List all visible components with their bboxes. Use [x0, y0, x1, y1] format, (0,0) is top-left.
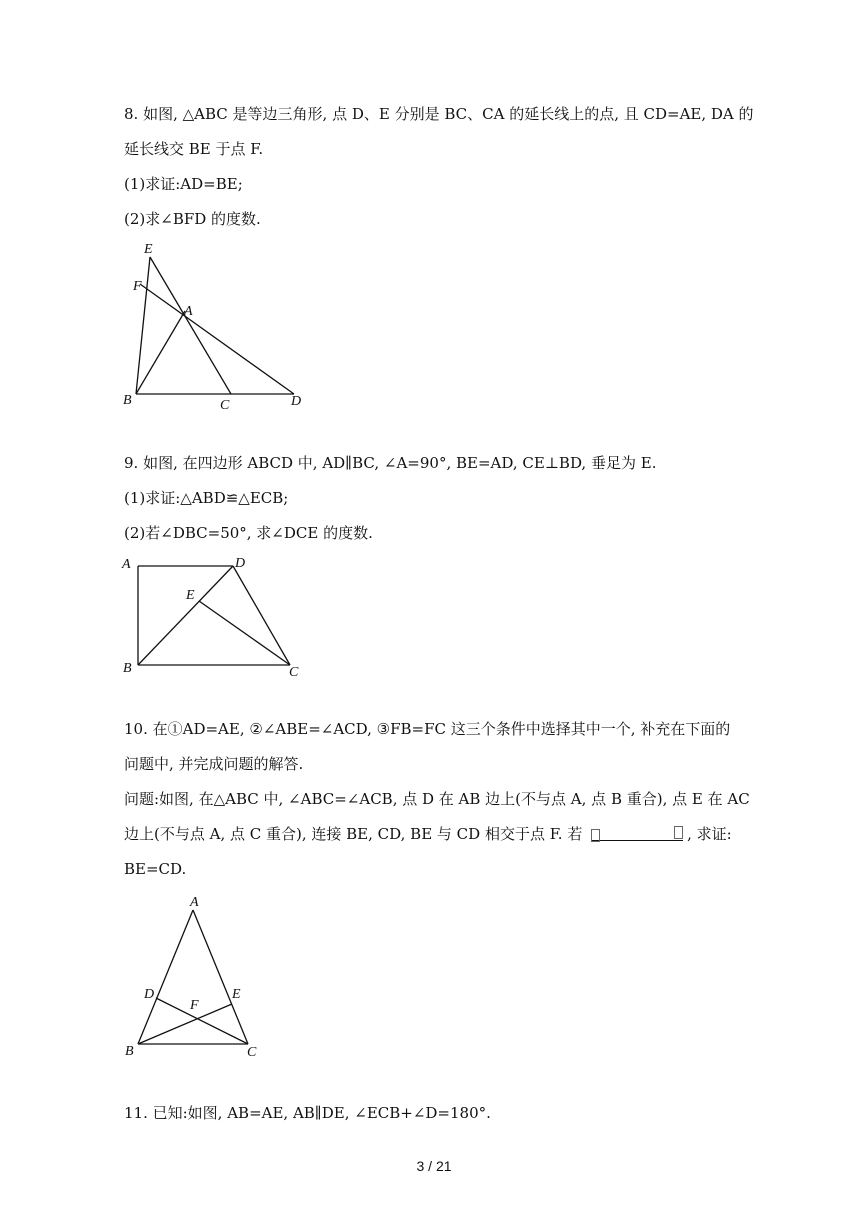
q9-label-E: E [186, 588, 195, 603]
q8-part2: (2)求∠BFD 的度数. [124, 210, 261, 228]
q10-label-F: F [190, 998, 199, 1013]
q10-label-E: E [232, 987, 241, 1002]
q9-stem: 9. 如图, 在四边形 ABCD 中, AD∥BC, ∠A=90°, BE=AD, CE⊥BD, 垂足为 E. [124, 454, 657, 472]
q8-segment-FD [140, 284, 294, 394]
q10-problem-line2-text: 边上(不与点 A, 点 C 重合), 连接 BE, CD, BE 与 CD 相交于点 F. 若 [124, 825, 583, 843]
q9-segment-EC [199, 601, 290, 665]
q9-label-B: B [123, 661, 132, 676]
q8-segment-EC [150, 257, 231, 394]
q8-label-B: B [123, 393, 132, 408]
q10-stem-line2: 问题中, 并完成问题的解答. [124, 755, 304, 773]
q8-label-A: A [184, 304, 193, 319]
q8-label-C: C [220, 398, 230, 413]
q11-stem: 11. 已知:如图, AB=AE, AB∥DE, ∠ECB+∠D=180°. [124, 1104, 491, 1122]
q10-problem-line2 [124, 824, 732, 844]
q8-stem-line1: 8. 如图, △ABC 是等边三角形, 点 D、E 分别是 BC、CA 的延长线上的点, 且 CD=AE, DA 的 [124, 105, 754, 123]
q9-figure [118, 552, 308, 682]
q10-answer-blank[interactable] [591, 826, 683, 841]
q8-stem-line2: 延长线交 BE 于点 F. [124, 140, 264, 158]
q8-figure [118, 238, 318, 418]
q10-label-D: D [144, 987, 155, 1002]
q10-stem-line1: 10. 在①AD=AE, ②∠ABE=∠ACD, ③FB=FC 这三个条件中选择其中一个, 补充在下面的 [124, 720, 731, 738]
q8-part1: (1)求证:AD=BE; [124, 175, 243, 193]
page-number: 3 / 21 [416, 1158, 452, 1174]
q10-label-B: B [125, 1044, 134, 1059]
q9-segment-DC [233, 566, 290, 665]
q10-segment-CD [156, 998, 248, 1044]
q10-label-A: A [190, 895, 199, 910]
blank-end-box-icon [674, 826, 683, 839]
q10-problem-line2-tail: , 求证: [687, 825, 732, 843]
q9-part2: (2)若∠DBC=50°, 求∠DCE 的度数. [124, 524, 373, 542]
q9-label-D: D [235, 556, 246, 571]
q10-problem-line3: BE=CD. [124, 860, 187, 878]
q8-label-E: E [144, 242, 153, 257]
q10-problem-line1: 问题:如图, 在△ABC 中, ∠ABC=∠ACB, 点 D 在 AB 边上(不与点 A, 点 B 重合), 点 E 在 AC [124, 790, 750, 808]
q10-label-C: C [247, 1045, 257, 1060]
q8-label-F: F [133, 279, 142, 294]
q9-label-A: A [122, 557, 131, 572]
q9-part1: (1)求证:△ABD≌△ECB; [124, 489, 289, 507]
q10-segment-AC [193, 910, 248, 1044]
q9-label-C: C [289, 665, 299, 680]
q8-label-D: D [291, 394, 302, 409]
blank-start-box-icon [591, 829, 600, 842]
q10-figure [118, 890, 278, 1065]
